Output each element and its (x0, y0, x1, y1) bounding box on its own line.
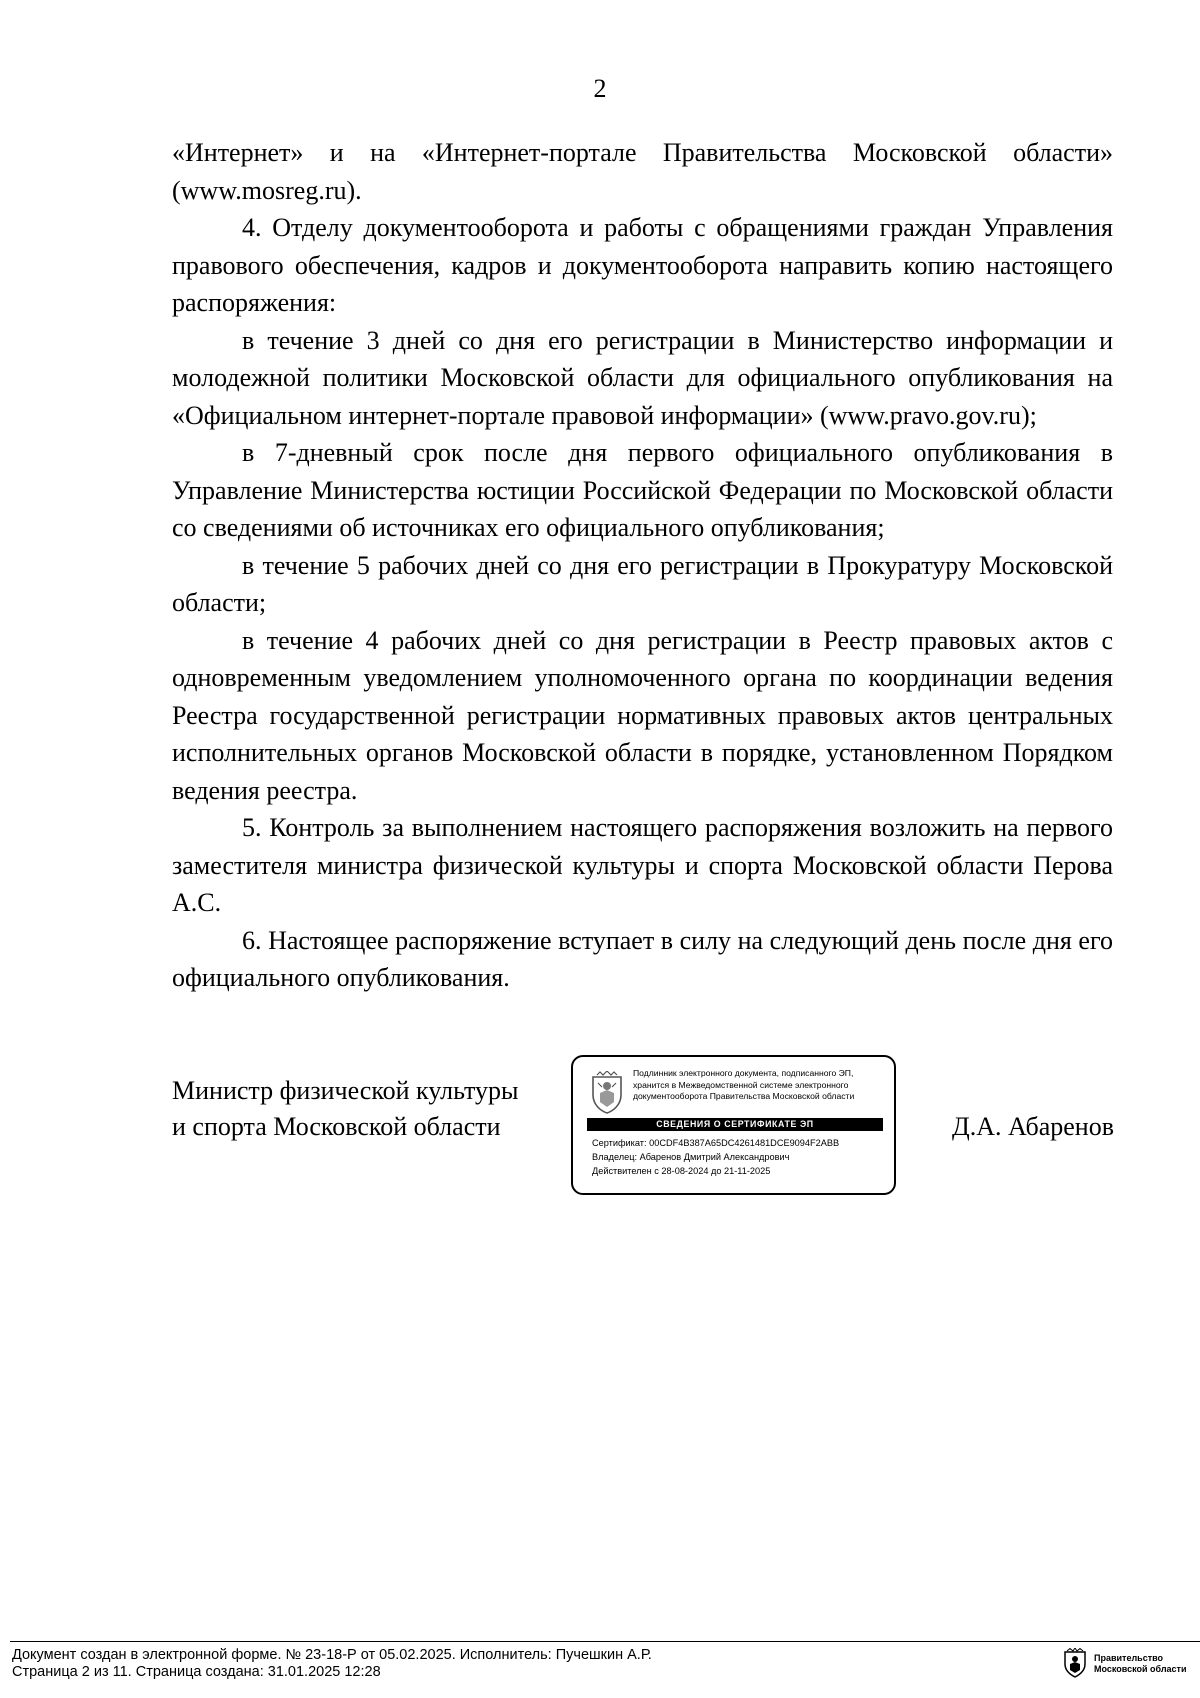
paragraph: в течение 3 дней со дня его регистрации в Министерство информации и молодежной политики Московской области для официального опубликования на «Официальном интернет-портале правовой информации» (www.pravo.gov.ru); (172, 325, 1113, 430)
certificate-number: Сертификат: 00CDF4B387A65DC4261481DCE9094F2ABB (592, 1138, 840, 1148)
signer-name: Д.А. Абаренов (952, 1112, 1114, 1141)
footer-logo-line: Московской области (1094, 1664, 1187, 1674)
coat-of-arms-icon (587, 1071, 627, 1115)
footer-logo-line: Правительство (1094, 1653, 1164, 1663)
paragraph: в 7-дневный срок после дня первого официального опубликования в Управление Министерства юстиции Российской Федерации по Московской области со сведениями об источниках его официального опубликования; (172, 438, 1113, 542)
footer-divider (10, 1641, 1200, 1642)
paragraph: 4. Отделу документооборота и работы с обращениями граждан Управления правового обеспечения, кадров и документооборота направить копию настоящего распоряжения: (172, 213, 1113, 317)
stamp-title-bar: СВЕДЕНИЯ О СЕРТИФИКАТЕ ЭП (587, 1118, 883, 1131)
stamp-header-line: Подлинник электронного документа, подписанного ЭП, (633, 1068, 854, 1078)
signer-title (172, 1073, 519, 1145)
paragraph: в течение 5 рабочих дней со дня его регистрации в Прокуратуру Московской области; (172, 550, 1113, 617)
electronic-signature-stamp (571, 1055, 896, 1195)
stamp-header (633, 1068, 887, 1103)
footer-document-info: Документ создан в электронной форме. № 23-18-Р от 05.02.2025. Исполнитель: Пучешкин А.Р. (12, 1647, 652, 1663)
government-logo (1062, 1648, 1196, 1688)
stamp-header-line: хранится в Межведомственной системе электронного (633, 1079, 849, 1090)
certificate-validity: Действителен с 28-08-2024 до 21-11-2025 (592, 1166, 771, 1176)
signature-block (0, 1055, 1200, 1215)
paragraph: «Интернет» и на «Интернет-портале Правительства Московской области» (www.mosreg.ru). (172, 138, 1113, 205)
footer-logo-text (1094, 1653, 1196, 1675)
certificate-owner: Владелец: Абаренов Дмитрий Александрович (592, 1152, 790, 1162)
footer-page-info: Страница 2 из 11. Страница создана: 31.01.2025 12:28 (12, 1664, 381, 1680)
stamp-header-line: документооборота Правительства Московской области (633, 1091, 855, 1101)
paragraph: 6. Настоящее распоряжение вступает в силу на следующий день после дня его официального опубликования. (172, 925, 1113, 992)
signer-title-line: Министр физической культуры (172, 1076, 519, 1105)
signer-title-line: и спорта Московской области (172, 1112, 501, 1141)
footer (12, 1647, 912, 1681)
certificate-details (592, 1136, 882, 1178)
document-body (172, 134, 1113, 997)
paragraph: 5. Контроль за выполнением настоящего распоряжения возложить на первого заместителя министра физической культуры и спорта Московской области Перова А.С. (172, 813, 1113, 917)
paragraph: в течение 4 рабочих дней со дня регистрации в Реестр правовых актов с одновременным уведомлением уполномоченного органа по координации ведения Реестра государственной регистрации нормативных правовых актов центральных исполнительных органов Московской области в порядке, установленном Порядком ведения реестра. (172, 625, 1113, 805)
page-number: 2 (593, 74, 607, 103)
coat-of-arms-icon (1062, 1648, 1088, 1678)
